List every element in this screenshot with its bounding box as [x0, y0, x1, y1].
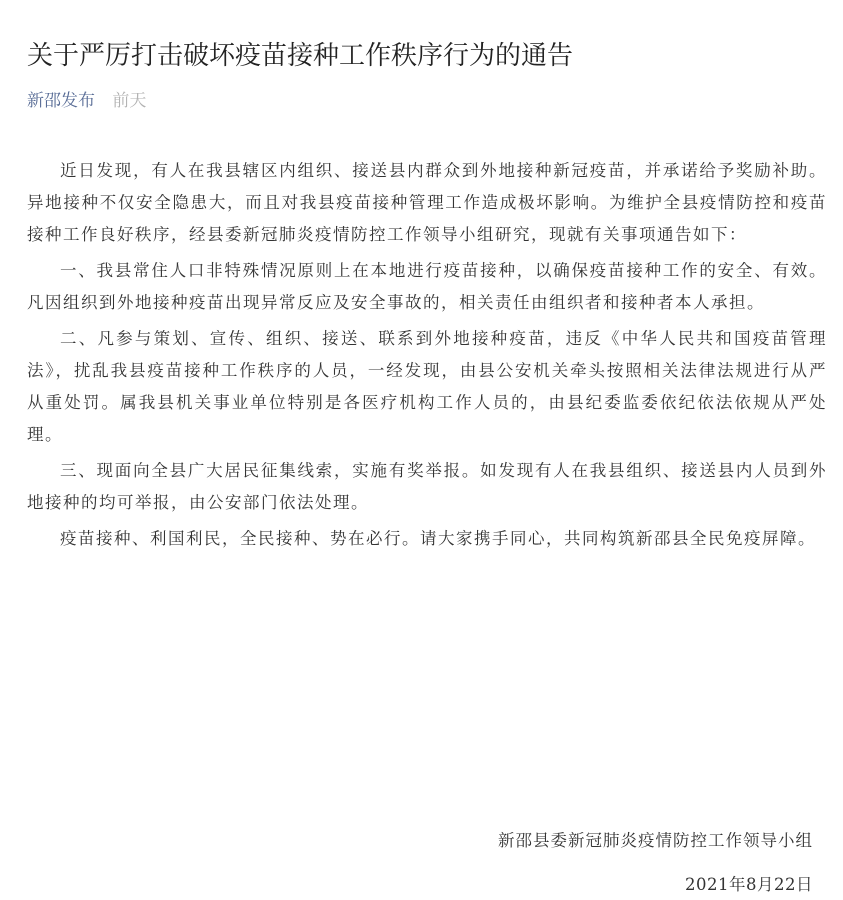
- body-paragraph-item-1: 一、我县常住人口非特殊情况原则上在本地进行疫苗接种，以确保疫苗接种工作的安全、有效。凡因组织到外地接种疫苗出现异常反应及安全事故的，相关责任由组织者和接种者本人承担。: [27, 261, 827, 312]
- body-paragraph-intro: 近日发现，有人在我县辖区内组织、接送县内群众到外地接种新冠疫苗，并承诺给予奖励补助。异地接种不仅安全隐患大，而且对我县疫苗接种管理工作造成极坏影响。为维护全县疫情防控和疫苗接种工作良好秩序，经县委新冠肺炎疫情防控工作领导小组研究，现就有关事项通告如下：: [27, 161, 827, 244]
- signature-organization: 新邵县委新冠肺炎疫情防控工作领导小组: [498, 831, 813, 850]
- article-body: [27, 155, 827, 559]
- signature-date: 2021年8月22日: [685, 875, 813, 894]
- article-title: 关于严厉打击破坏疫苗接种工作秩序行为的通告: [27, 41, 574, 71]
- article-meta: [27, 88, 146, 114]
- body-paragraph-item-2: 二、凡参与策划、宣传、组织、接送、联系到外地接种疫苗，违反《中华人民共和国疫苗管理法》，扰乱我县疫苗接种工作秩序的人员，一经发现，由县公安机关牵头按照相关法律法规进行从严从重处罚。属我县机关事业单位特别是各医疗机构工作人员的，由县纪委监委依纪依法依规从严处理。: [27, 329, 827, 444]
- publish-time: 前天: [112, 91, 147, 111]
- body-paragraph-closing: 疫苗接种、利国利民，全民接种、势在必行。请大家携手同心，共同构筑新邵县全民免疫屏障。: [60, 529, 816, 548]
- body-paragraph-item-3: 三、现面向全县广大居民征集线索，实施有奖举报。如发现有人在我县组织、接送县内人员到外地接种的均可举报，由公安部门依法处理。: [27, 461, 827, 512]
- account-name-link[interactable]: 新邵发布: [27, 91, 95, 111]
